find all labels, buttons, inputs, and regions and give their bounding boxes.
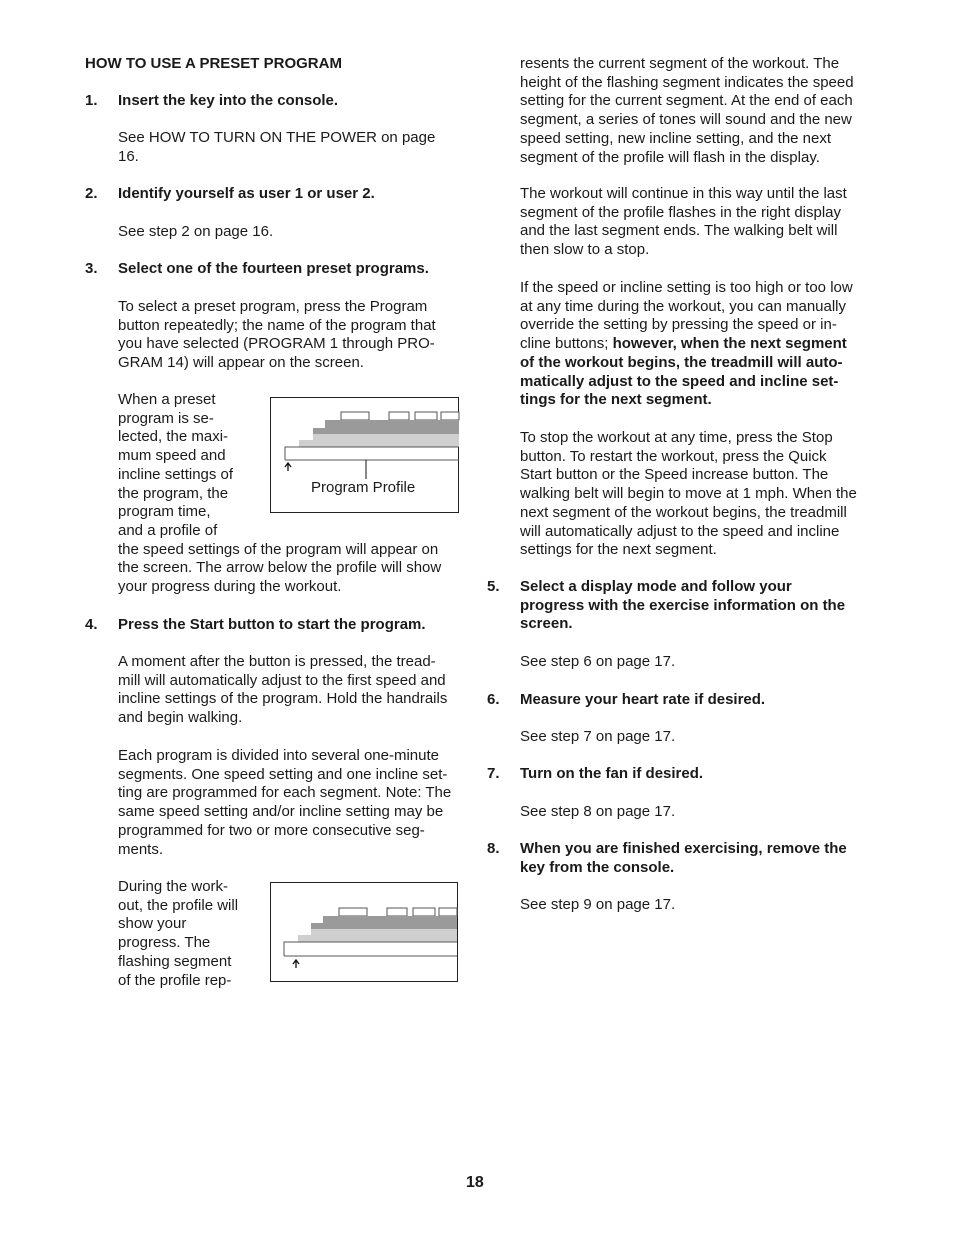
text-line: programmed for two or more consecutive seg- (118, 821, 425, 839)
text-line: speed setting, new incline setting, and the next (520, 129, 832, 147)
text-line: To select a preset program, press the Program (118, 298, 428, 315)
text-line: and begin walking. (118, 709, 243, 727)
text-line: next segment of the workout begins, the treadmill (520, 503, 847, 521)
text-line: program time, (118, 503, 211, 521)
text-line: The workout will continue in this way until the last (520, 185, 847, 202)
text-line: When a preset (118, 391, 216, 408)
step-3-heading: Select one of the fourteen preset programs. (118, 260, 429, 277)
step-7-heading: Turn on the fan if desired. (520, 765, 704, 782)
text-line: your progress during the workout. (118, 578, 342, 596)
step-3-paragraph-1 (118, 298, 436, 373)
text-line: height of the flashing segment indicates the speed (520, 73, 854, 91)
step-4-continued-paragraph-3 (520, 279, 853, 410)
text-line: segment of the profile flashes in the right display (520, 203, 842, 221)
figure-caption: Program Profile (311, 479, 416, 496)
step-4-wrap-text (118, 878, 238, 990)
step-1-heading: Insert the key into the console. (118, 92, 339, 109)
text-line: incline settings of (118, 465, 234, 483)
text-line: matically adjust to the speed and incline set- (520, 372, 839, 390)
workout-progress-graphic (271, 883, 459, 983)
text-line: 16. (118, 147, 139, 165)
page-number: 18 (466, 1174, 484, 1191)
text-span-bold: however, when the next segment (612, 335, 847, 353)
text-line: will automatically adjust to the speed and incline (520, 522, 840, 540)
step-4-paragraph-1 (118, 653, 447, 728)
text-line: progress with the exercise information on the (520, 596, 846, 614)
text-line: ments. (118, 840, 164, 858)
text-line: of the profile rep- (118, 971, 232, 989)
text-line: mum speed and (118, 447, 226, 465)
text-line: incline settings of the program. Hold the handrails (118, 690, 448, 708)
text-line: See step 2 on page 16. (118, 223, 274, 240)
step-1-body (118, 129, 435, 166)
text-line: show your (118, 915, 187, 933)
text-line: key from the console. (520, 858, 675, 876)
step-8-body: See step 9 on page 17. (520, 896, 676, 913)
text-line: tings for the next segment. (520, 391, 712, 409)
text-line: then slow to a stop. (520, 241, 650, 259)
text-line: resents the current segment of the workout. The (520, 55, 840, 72)
step-6-number: 6. (487, 691, 500, 708)
step-4-continued-paragraph-1 (520, 55, 854, 167)
step-2-body (118, 223, 273, 242)
text-line: button. To restart the workout, press the Quick (520, 447, 827, 465)
step-4-heading: Press the Start button to start the program. (118, 616, 426, 633)
workout-progress-figure (270, 882, 458, 982)
text-line: and a profile of (118, 521, 218, 539)
step-2-heading: Identify yourself as user 1 or user 2. (118, 185, 375, 202)
step-1-number: 1. (85, 92, 98, 109)
text-line: A moment after the button is pressed, the tread- (118, 653, 436, 670)
text-line: settings for the next segment. (520, 541, 717, 559)
text-line-mixed (520, 335, 853, 354)
text-line: segments. One speed setting and one incline set- (118, 765, 448, 783)
text-line: If the speed or incline setting is too high or too low (520, 279, 853, 296)
text-line: GRAM 14) will appear on the screen. (118, 354, 364, 372)
text-line: the speed settings of the program will appear on (118, 540, 439, 558)
step-7-number: 7. (487, 765, 500, 782)
text-line: the program, the (118, 484, 229, 502)
text-line: override the setting by pressing the speed or in- (520, 316, 837, 334)
step-7-body: See step 8 on page 17. (520, 803, 676, 820)
step-6-heading: Measure your heart rate if desired. (520, 691, 766, 708)
text-line: setting for the current segment. At the end of each (520, 92, 853, 110)
text-line: Start button or the Speed increase button. The (520, 466, 829, 484)
text-line: screen. (520, 615, 573, 633)
text-line: ting are programmed for each segment. Note: The (118, 784, 452, 802)
text-line: you have selected (PROGRAM 1 through PRO- (118, 335, 435, 353)
text-line: segment of the profile will flash in the display. (520, 148, 820, 166)
step-8-number: 8. (487, 840, 500, 857)
text-line: the screen. The arrow below the profile will show (118, 559, 442, 577)
step-2-number: 2. (85, 185, 98, 202)
step-4-number: 4. (85, 616, 98, 633)
text-line: progress. The (118, 934, 211, 952)
text-line: at any time during the workout, you can manually (520, 297, 847, 315)
section-title: HOW TO USE A PRESET PROGRAM (85, 55, 342, 72)
text-line: of the workout begins, the treadmill will auto- (520, 353, 843, 371)
text-line: To stop the workout at any time, press the Stop (520, 429, 833, 446)
text-line: program is se- (118, 409, 214, 427)
text-line: mill will automatically adjust to the first speed and (118, 671, 446, 689)
text-line: lected, the maxi- (118, 428, 229, 446)
step-8-heading (520, 840, 847, 877)
text-line: During the work- (118, 878, 229, 895)
text-line: flashing segment (118, 952, 232, 970)
text-span: cline buttons; (520, 335, 613, 353)
step-3-number: 3. (85, 260, 98, 277)
text-line: walking belt will begin to move at 1 mph. When the (520, 485, 857, 503)
text-line: button repeatedly; the name of the program that (118, 316, 436, 334)
step-6-body: See step 7 on page 17. (520, 728, 676, 745)
text-line: See HOW TO TURN ON THE POWER on page (118, 129, 436, 146)
text-line: out, the profile will (118, 896, 239, 914)
step-5-heading (520, 578, 845, 634)
text-line: same speed setting and/or incline setting may be (118, 803, 444, 821)
step-4-continued-paragraph-4 (520, 429, 857, 560)
text-line: Select a display mode and follow your (520, 578, 792, 595)
text-line: Each program is divided into several one-minute (118, 747, 439, 764)
program-profile-figure (270, 397, 459, 513)
step-5-body: See step 6 on page 17. (520, 653, 676, 670)
text-line: When you are finished exercising, remove the (520, 840, 847, 857)
text-line: and the last segment ends. The walking belt will (520, 222, 838, 240)
text-line: segment, a series of tones will sound and the new (520, 111, 852, 129)
step-4-continued-paragraph-2 (520, 185, 847, 260)
step-4-paragraph-2 (118, 747, 451, 859)
step-5-number: 5. (487, 578, 500, 595)
